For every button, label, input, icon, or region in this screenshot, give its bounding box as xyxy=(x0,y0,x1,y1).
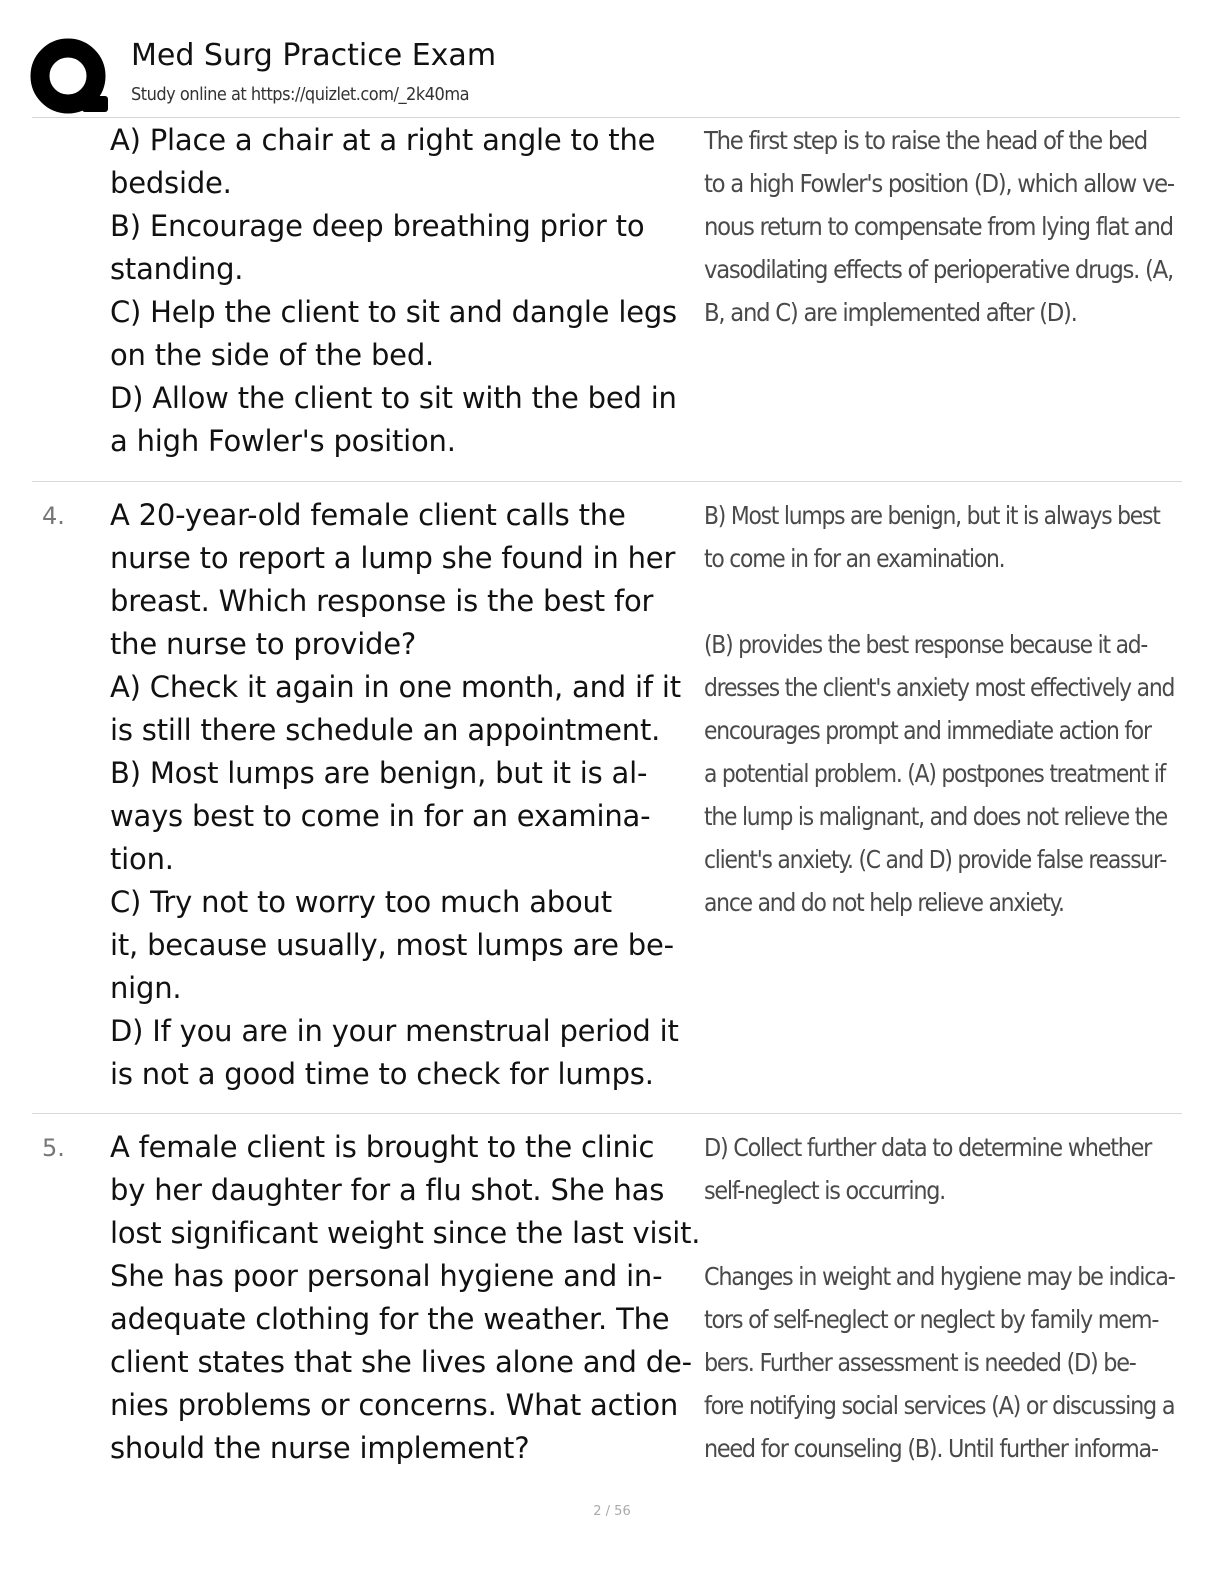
answer-5-text: D) Collect further data to determine whether self-neglect is occurring. Changes in weight and hygiene may be indica- tors of self-neglect or neglect by family mem- bers. Further assessment is needed (D) be- fore notifying social services (A) or discussing a need for counseling (B). Until further informa- xyxy=(704,1133,1175,1463)
question-4-text: A 20-year-old female client calls the nurse to report a lump she found in her breast. Which response is the best for the nurse to provide? A) Check it again in one month, and if it is still there schedule an appointment. B) Most lumps are benign, but it is al- ways best to come in for an examina- tion. C) Try not to worry too much about it, because usually, most lumps are be- nign. D) If you are in your menstrual period it is not a good time to check for lumps. xyxy=(110,498,681,1091)
header-divider xyxy=(32,117,1180,118)
answer-4-text: B) Most lumps are benign, but it is always best to come in for an examination. (B) provides the best response because it ad- dresses the client's anxiety most effectively and encourages prompt and immediate action for a potential problem. (A) postpones treatment if the lump is malignant, and does not relieve the client's anxiety. (C and D) provide false reassur- ance and do not help relieve anxiety. xyxy=(704,501,1175,917)
page-number: 2 / 56 xyxy=(593,1504,631,1519)
answer-3-text: The first step is to raise the head of the bed to a high Fowler's position (D), which allow ve- nous return to compensate from lying flat and vasodilating effects of perioperative drugs. (A, B, and C) are implemented after (D). xyxy=(704,126,1174,327)
question-5-text: A female client is brought to the clinic by her daughter for a flu shot. She has lost significant weight since the last visit. She has poor personal hygiene and in- adequate clothing for the weather. The client states that she lives alone and de- nies problems or concerns. What action should the nurse implement? xyxy=(110,1130,701,1465)
question-divider xyxy=(32,481,1182,482)
page-title: Med Surg Practice Exam xyxy=(131,38,497,73)
quizlet-logo-icon xyxy=(30,36,112,118)
question-divider xyxy=(32,1113,1182,1114)
question-4-number: 4. xyxy=(42,502,65,530)
question-5-number: 5. xyxy=(42,1134,65,1162)
question-3-text: A) Place a chair at a right angle to the bedside. B) Encourage deep breathing prior to standing. C) Help the client to sit and dangle legs on the side of the bed. D) Allow the client to sit with the bed in a high Fowler's position. xyxy=(110,123,677,458)
study-link[interactable]: Study online at https://quizlet.com/_2k40ma xyxy=(131,84,470,105)
